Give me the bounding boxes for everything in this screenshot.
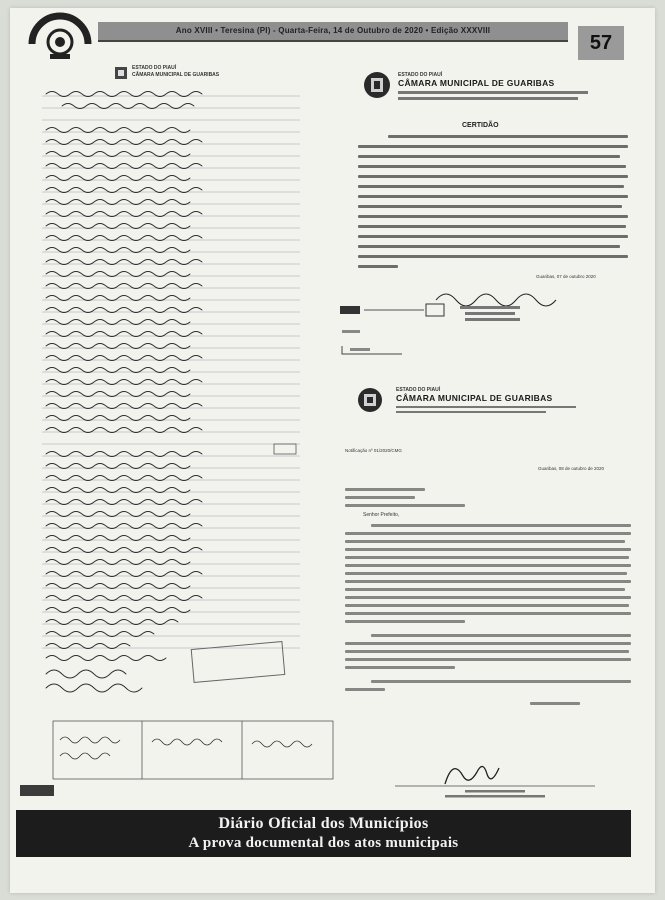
gazette-footer-banner xyxy=(16,810,631,857)
notificacao-signature xyxy=(395,758,595,798)
camara-name: CÂMARA MUNICIPAL DE GUARIBAS xyxy=(396,393,553,403)
page-number: 57 xyxy=(578,26,624,60)
certidao-title: CERTIDÃO xyxy=(462,122,499,129)
left-org-name: ESTADO DO PIAUÍ CÂMARA MUNICIPAL DE GUARIBAS xyxy=(132,65,220,78)
marker-block xyxy=(20,785,54,796)
camara-name: CÂMARA MUNICIPAL DE GUARIBAS xyxy=(398,78,555,88)
footer-subtitle: A prova documental dos atos municipais xyxy=(188,835,459,851)
notificacao-body-text xyxy=(345,478,631,710)
notificacao-salutation: Senhor Prefeito, xyxy=(363,512,400,518)
camara-crest-icon xyxy=(114,66,128,80)
estado-label: ESTADO DO PIAUÍ xyxy=(398,72,443,78)
certidao-letterhead xyxy=(398,72,628,100)
handwritten-text xyxy=(42,84,300,704)
estado-label: ESTADO DO PIAUÍ xyxy=(396,387,441,393)
certidao-body-text xyxy=(358,135,628,275)
notificacao-place-date: Guaribas, 08 de outubro de 2020 xyxy=(538,466,605,471)
gazette-seal-icon xyxy=(24,4,96,64)
certidao-signature-block xyxy=(340,290,630,370)
edition-header-bar: Ano XVIII • Teresina (PI) - Quarta-Feira, 14 de Outubro de 2020 • Edição XXXVIII xyxy=(98,22,568,42)
footer-title: Diário Oficial dos Municípios xyxy=(218,815,429,832)
camara-crest-icon xyxy=(362,70,392,100)
handwritten-document xyxy=(42,60,300,740)
notificacao-number: Notificação nº 01/2020/CMG xyxy=(345,448,402,453)
signature-stamp-table xyxy=(52,720,334,782)
notificacao-letterhead xyxy=(396,387,626,413)
certidao-place-date: Guaribas, 07 de outubro 2020 xyxy=(536,274,596,279)
camara-crest-icon xyxy=(356,386,384,414)
